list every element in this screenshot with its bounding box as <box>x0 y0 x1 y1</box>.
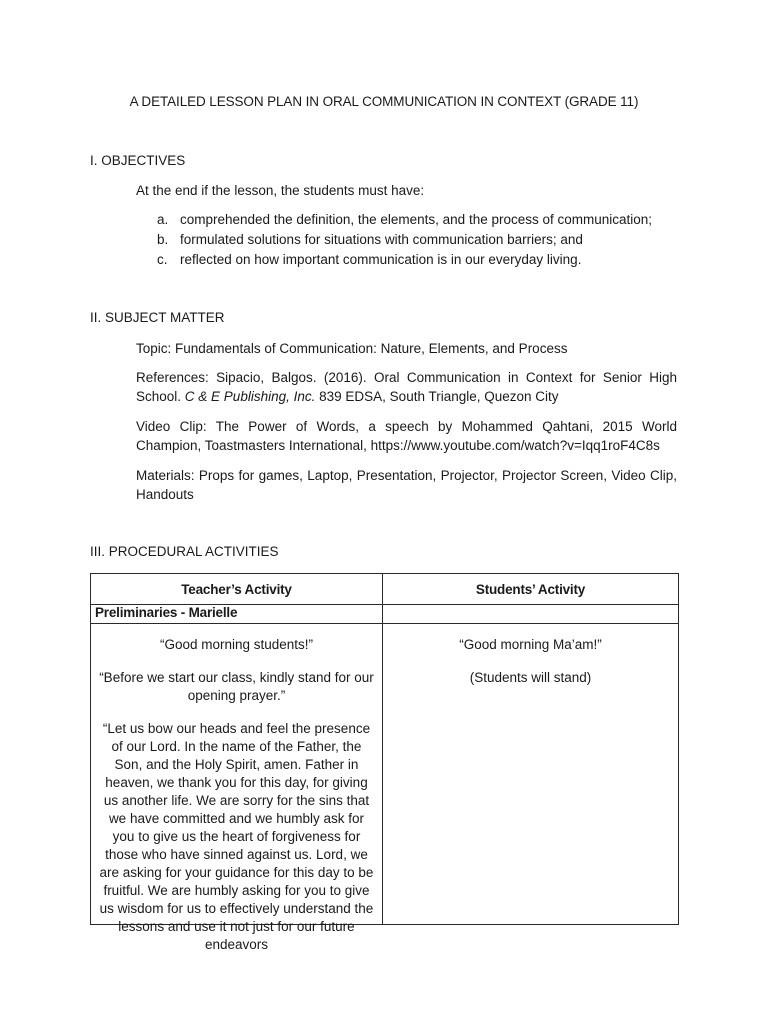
section-row <box>91 605 679 624</box>
subject-matter-heading: II. SUBJECT MATTER <box>90 310 225 325</box>
objectives-intro: At the end if the lesson, the students must have: <box>136 183 425 198</box>
objective-item: a. comprehended the definition, the elements, and the process of communication; <box>157 212 653 227</box>
materials-text: Materials: Props for games, Laptop, Presentation, Projector, Projector Screen, Video Clip, Handouts <box>136 468 677 502</box>
objectives-list <box>157 210 652 270</box>
teacher-activity-header: Teacher’s Activity <box>91 574 383 605</box>
teacher-line: “Before we start our class, kindly stand for our opening prayer.” <box>99 670 374 703</box>
objective-item: c. reflected on how important communication is in our everyday living. <box>157 252 582 267</box>
student-line: “Good morning Ma’am!” <box>459 637 602 652</box>
section-label: Preliminaries - Marielle <box>91 605 383 624</box>
teacher-line: “Good morning students!” <box>159 637 314 652</box>
table-row <box>91 624 679 925</box>
document-title: A DETAILED LESSON PLAN IN ORAL COMMUNICATION IN CONTEXT (GRADE 11) <box>129 94 639 109</box>
student-line: (Students will stand) <box>469 670 592 685</box>
video-clip-text: Video Clip: The Power of Words, a speech by Mohammed Qahtani, 2015 World Champion, Toastmasters International, https://www.youtube.com/watch?v=Iqq1roF4C8s <box>136 419 677 453</box>
table-header-row <box>91 574 679 605</box>
section-empty-cell <box>383 605 679 624</box>
topic-text: Topic: Fundamentals of Communication: Nature, Elements, and Process <box>136 341 568 356</box>
objectives-heading: I. OBJECTIVES <box>90 153 186 168</box>
references-text: References: Sipacio, Balgos. (2016). Oral Communication in Context for Senior High School. C & E Publishing, Inc. 839 EDSA, South Triangle, Quezon City <box>136 370 677 404</box>
teacher-line: “Let us bow our heads and feel the presence of our Lord. In the name of the Father, the Son, and the Holy Spirit, amen. Father in heaven, we thank you for this day, for giving us another life. We are sorry for the sins that we have committed and we humbly ask for you to give us the heart of forgiveness for those who have sinned against us. Lord, we are asking for your guidance for this day to be fruitful. We are humbly asking for you to give us wisdom for us to effectively understand the lessons and use it not just for our future endeavors <box>99 721 374 952</box>
activities-table <box>90 573 679 952</box>
students-activity-cell <box>383 624 679 925</box>
objective-item: b. formulated solutions for situations with communication barriers; and <box>157 232 583 247</box>
procedural-heading: III. PROCEDURAL ACTIVITIES <box>90 544 279 559</box>
students-activity-header: Students’ Activity <box>383 574 679 605</box>
teacher-activity-cell <box>91 624 383 952</box>
